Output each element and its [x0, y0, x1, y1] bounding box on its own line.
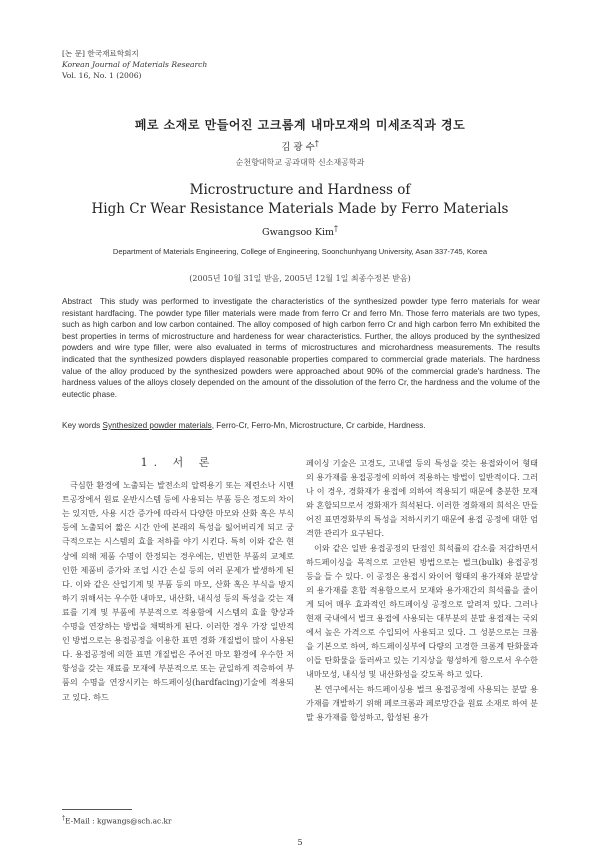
author-kr-mark: † [314, 139, 319, 148]
abstract-text: This study was performed to investigate the characteristics of the synthesized powder type ferro materials for wear resistant hardfacing. The powder type filler materials were made from ferro Cr and ferro Mn. Those ferro materials are two types, such as high carbon and low carbon contained. The alloy composed of high carbon ferro Cr and high carbon ferro Mn exhibited the best properties in terms of microstructure and hardeness for wear characteristics. Further, the alloys produced by the synthesized powders and wire type filler, were also evaluated in terms of microstructures and microhardness measurements. The results indicated that the synthesized powders displayed reasonable properties compared to commercial grade materials. The hardness value of the alloy produced by the synthesized powders were approached about 90% of the commercial grade's hardness. The hardness values of the alloys closely depended on the amount of the dissolution of the ferro Cr, the hardness and the volume of the eutectic phase. [62, 297, 540, 399]
left-column [62, 456, 294, 704]
author-en-mark: † [334, 224, 338, 233]
paper-title-en-line1: Microstructure and Hardness of [189, 182, 411, 198]
keywords-rest: , Ferro-Cr, Ferro-Mn, Microstructure, Cr carbide, Hardness. [211, 421, 426, 430]
affiliation-en: Department of Materials Engineering, College of Engineering, Soonchunhyang University, Asan 337-745, Korea [112, 247, 488, 256]
keywords-label: Key words [62, 421, 101, 430]
author-en [0, 224, 600, 238]
journal-header [62, 48, 207, 81]
left-column-paragraph-1: 극심한 환경에 노출되는 발전소의 압력용기 또는 제련소나 시멘트공장에서 원료 운반시스템 등에 사용되는 부품 등은 정도의 차이는 있지만, 사용 시간 증가에 따라서 다양한 마모와 산화 혹은 부식 등에 노출되어 짧은 시간 안에 본래의 특성을 잃어버리게 되고 궁극적으로는 시스템의 효율 저하를 야기 시킨다. 특히 이와 같은 현상에 의해 제품 수명이 한정되는 경우에는, 빈번한 부품의 교체로 인한 제품비 증가와 조업 시간 손실 등의 여러 문제가 발생하게 된다. 이와 같은 산업기계 및 부품 등의 마모, 산화 혹은 부식을 방지하기 위해서는 우수한 내마모, 내산화, 내식성 등의 특성을 갖는 재료를 기계 및 부품에 부분적으로 적용함에 시스템의 효율 향상과 수명을 연장하는 방법을 채택하게 된다. 이러한 경우 가장 일반적인 방법으로는 용접공정을 이용한 표면 경화 개질법이 많이 사용된다. 용접공정에 의한 표면 개질법은 주어진 마모 환경에 우수한 저항성을 갖는 재료를 모재에 부분적으로 또는 균일하게 적층하여 부품의 수명을 연장시키는 하드페이싱(hardfacing)기술에 적용되고 있다. 하드 [62, 480, 294, 702]
footnote-mark: † [62, 815, 66, 822]
footnote-email: E-Mail : kgwangs@sch.ac.kr [65, 816, 172, 826]
keywords-underlined: Synthesized powder materials [102, 421, 212, 430]
author-kr-name: 김 광 수 [281, 142, 315, 154]
section-heading-introduction: 1. 서 론 [140, 456, 216, 469]
page-number: 5 [297, 838, 303, 847]
paper-title-en [0, 181, 600, 219]
affiliation-kr: 순천향대학교 공과대학 신소재공학과 [235, 158, 365, 167]
journal-name-kr: [논 문] 한국재료학회지 [62, 49, 139, 58]
footnote [62, 815, 172, 825]
right-column-paragraph-2: 이와 같은 일반 용접공정의 단점인 희석률의 감소를 저감하면서 하드페이싱을 목적으로 고안된 방법으로는 벌크(bulk) 용접공정 등을 들 수 있다. 이 공정은 용접시 와이어 형태의 용가재와 분말상의 용가재를 혼합 적용함으로서 모재와 용가재간의 희석률을 줄이게 되어 매우 효과적인 하드페이싱 공정으로 알려져 있다. 그러나 현재 국내에서 벌크 용접에 사용되는 대부분의 분말 용접재는 국외에서 높은 가격으로 수입되어 사용되고 있다. 그 성분으로는 크롬을 기본으로 하여, 하드페이싱부에 다량의 고경한 크롬계 탄화물과 이들 탄화물을 둘러싸고 있는 기지상을 형성하게 함으로서 우수한 내마모성, 내식성 및 내산화성을 갖도록 하고 있다. [306, 542, 538, 680]
journal-volume: Vol. 16, No. 1 (2006) [62, 71, 142, 80]
received-dates: (2005년 10월 31일 받음, 2005년 12월 1일 최종수정본 받음) [189, 274, 411, 283]
right-column-paragraph-1: 페이싱 기술은 고경도, 고내열 등의 특성을 갖는 용접와이어 형태의 용가재를 용접공정에 의하여 적용하는 방법이 일반적이다. 그러나 이 경우, 경화재가 용접에 의하여 적용되기 때문에 충분한 모재와 혼합되므로서 경화재가 희석된다. 이러한 경화재의 희석은 만들어진 표면경화부의 특성을 저하시키기 때문에 용접 공정에 대한 엄격한 관리가 요구된다. [306, 458, 538, 539]
right-column-paragraph-3: 본 연구에서는 하드페이싱용 벌크 용접공정에 사용되는 분말 용가재를 개발하기 위해 페로크롬과 페로망간을 원료 소재로 하여 분말 용가재를 합성하고, 합성된 용가 [306, 683, 538, 722]
footnote-rule [62, 809, 132, 810]
paper-title-en-line2: High Cr Wear Resistance Materials Made by Ferro Materials [91, 201, 509, 217]
journal-name-en: Korean Journal of Materials Research [62, 60, 208, 69]
abstract [62, 296, 540, 400]
right-column [306, 456, 538, 724]
author-kr [0, 139, 600, 153]
keywords [62, 421, 540, 430]
paper-title-kr: 페로 소재로 만들어진 고크롬계 내마모재의 미세조직과 경도 [134, 118, 466, 132]
author-en-name: Gwangsoo Kim [261, 227, 335, 239]
abstract-label: Abstract [62, 297, 93, 306]
